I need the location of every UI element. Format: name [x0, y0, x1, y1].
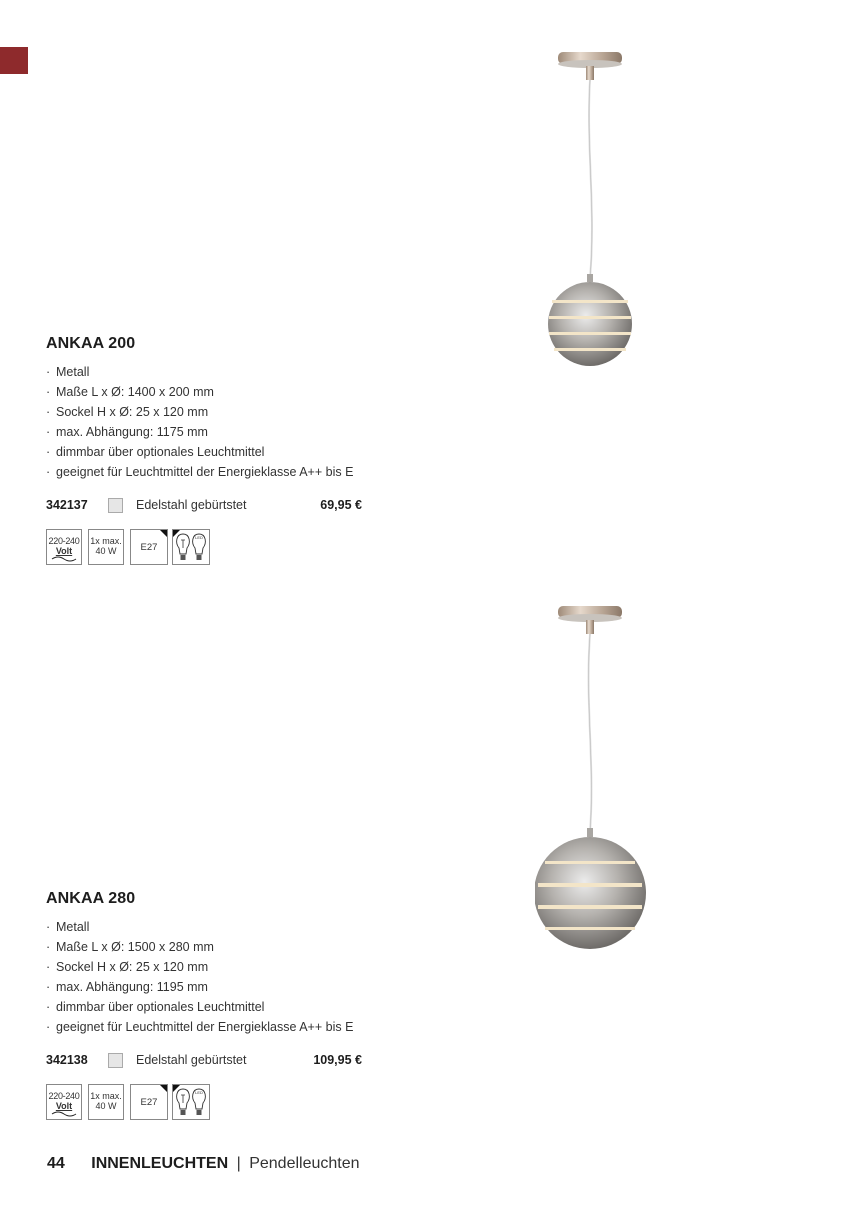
voltage-icon: 220-240 Volt — [46, 529, 82, 565]
feature-item: · Sockel H x Ø: 25 x 120 mm — [46, 960, 209, 974]
wattage-icon: 1x max. 40 W — [88, 529, 124, 565]
ac-wave-icon — [51, 1111, 77, 1117]
subsection-title: Pendelleuchten — [249, 1155, 360, 1172]
section-tab-marker — [0, 47, 28, 74]
product-title: ANKAA 280 — [46, 890, 136, 907]
finish-swatch — [108, 498, 123, 513]
svg-text:LED: LED — [195, 1090, 203, 1095]
bulb-type-icon — [172, 1084, 210, 1120]
bulb-type-icon — [172, 529, 210, 565]
order-row — [46, 496, 466, 516]
feature-item: · Maße L x Ø: 1500 x 280 mm — [46, 940, 214, 954]
voltage-icon: 220-240 Volt — [46, 1084, 82, 1120]
feature-list — [46, 362, 466, 482]
ac-wave-icon — [51, 556, 77, 562]
feature-item: · geeignet für Leuchtmittel der Energieklasse A++ bis E — [46, 1020, 354, 1034]
feature-item: · Metall — [46, 365, 90, 379]
wattage-icon: 1x max. 40 W — [88, 1084, 124, 1120]
spec-icons — [46, 529, 466, 567]
socket-icon: E27 — [130, 529, 168, 565]
feature-item: · dimmbar über optionales Leuchtmittel — [46, 1000, 265, 1014]
feature-item: · Sockel H x Ø: 25 x 120 mm — [46, 405, 209, 419]
product-title: ANKAA 200 — [46, 335, 136, 352]
product-image-ankaa-280 — [535, 604, 655, 964]
feature-item: · dimmbar über optionales Leuchtmittel — [46, 445, 265, 459]
svg-text:LED: LED — [195, 535, 203, 540]
finish-swatch — [108, 1053, 123, 1068]
feature-item: · geeignet für Leuchtmittel der Energieklasse A++ bis E — [46, 465, 354, 479]
feature-item: · Metall — [46, 920, 90, 934]
feature-item: · max. Abhängung: 1195 mm — [46, 980, 208, 994]
article-number: 342138 — [46, 1053, 88, 1067]
feature-item: · max. Abhängung: 1175 mm — [46, 425, 208, 439]
article-number: 342137 — [46, 498, 88, 512]
section-title: INNENLEUCHTEN — [91, 1155, 229, 1172]
order-row — [46, 1051, 466, 1071]
page-number: 44 — [47, 1155, 65, 1172]
product-ankaa-280 — [46, 890, 466, 1122]
finish-label: Edelstahl gebürtstet — [136, 498, 247, 512]
price: 69,95 € — [320, 498, 362, 512]
finish-label: Edelstahl gebürtstet — [136, 1053, 247, 1067]
footer-separator: | — [236, 1155, 241, 1172]
product-ankaa-200 — [46, 335, 466, 567]
feature-list — [46, 917, 466, 1037]
price: 109,95 € — [313, 1053, 362, 1067]
feature-item: · Maße L x Ø: 1400 x 200 mm — [46, 385, 214, 399]
socket-icon: E27 — [130, 1084, 168, 1120]
spec-icons — [46, 1084, 466, 1122]
product-image-ankaa-200 — [540, 48, 650, 368]
page-footer — [47, 1155, 360, 1173]
